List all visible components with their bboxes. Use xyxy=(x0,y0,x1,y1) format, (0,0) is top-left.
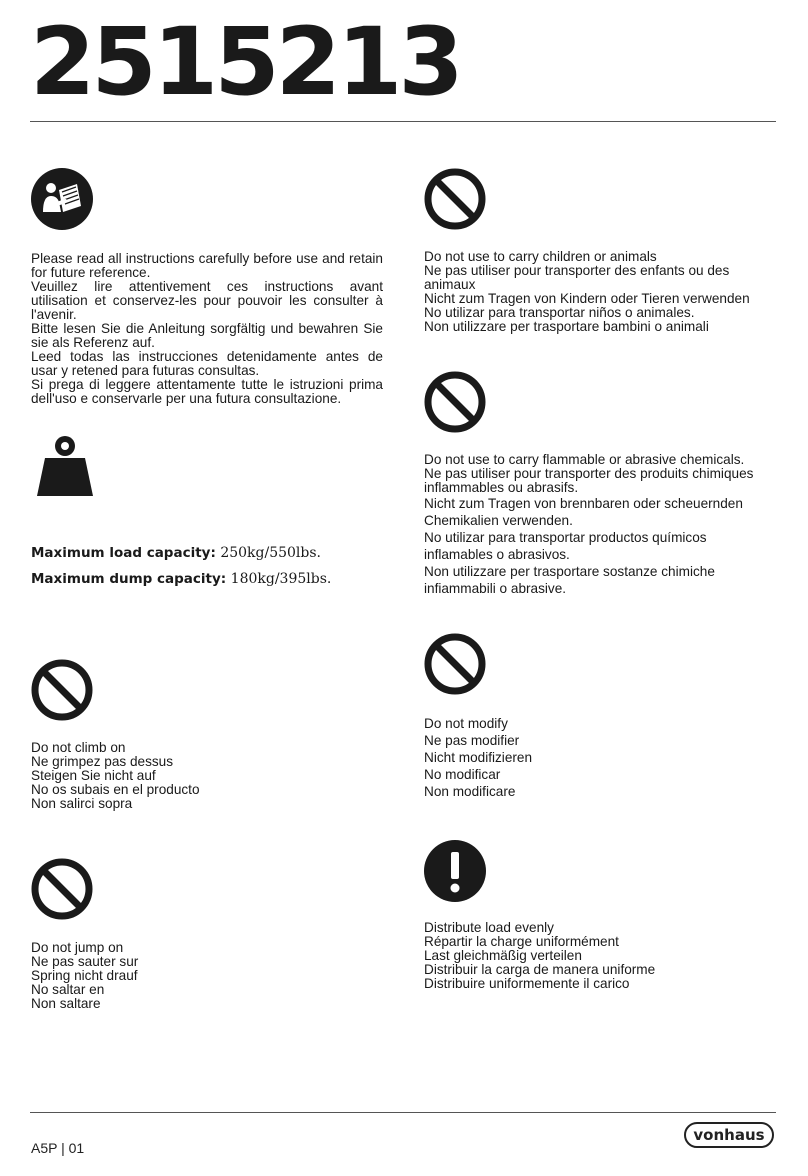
dump-capacity xyxy=(31,571,331,587)
brand-logo: vonhaus xyxy=(684,1122,774,1148)
no-jump-text: Do not jump on Ne pas sauter sur Spring nicht drauf No saltar en Non saltare xyxy=(31,940,139,1011)
load-capacity-label: Maximum load capacity: xyxy=(31,545,216,561)
prohibition-icon xyxy=(424,168,486,230)
document-title: 2515213 xyxy=(30,8,460,117)
prohibition-icon xyxy=(424,371,486,433)
read-instructions-text: Please read all instructions carefully before use and retain for future reference. Veuillez lire attentivement ces instructions avant utilisation et conservez-les pour pouvoir les consulter à l'avenir. Bitte lesen Sie die Anleitung sorgfältig und bewahren Sie sie als Referenz auf. Leed todas las instrucciones detenidamente antes de usar y retened para futuras consultas. Si prega di leggere attentamente tutte le istruzioni prima dell'uso e conservarle per una futura consultazione. xyxy=(31,251,383,406)
page-code: A5P | 01 xyxy=(31,1140,85,1156)
prohibition-icon xyxy=(31,858,93,920)
distribute-load-text: Distribute load evenly Répartir la charge uniformément Last gleichmäßig verteilen Distribuir la carga de manera uniforme Distribuire uniformemente il carico xyxy=(424,920,656,991)
capacity-info xyxy=(31,545,331,597)
read-manual-icon xyxy=(31,168,93,230)
exclamation-icon xyxy=(424,840,486,902)
no-chemicals-text: Do not use to carry flammable or abrasive chemicals. Ne pas utiliser pour transporter des produits chimiques inflammables ou abrasifs. Nicht zum Tragen von brennbaren oder scheuernden Chemikalien verwenden. No utilizar para transportar productos químicos inflamables o abrasivos. Non utilizzare per trasportare sostanze chimiche infiammabili o abrasive. xyxy=(424,452,754,596)
prohibition-icon xyxy=(31,659,93,721)
load-capacity xyxy=(31,545,331,561)
no-climb-text: Do not climb on Ne grimpez pas dessus Steigen Sie nicht auf No os subais en el producto Non salirci sopra xyxy=(31,740,200,811)
no-modify-text: Do not modify Ne pas modifier Nicht modifizieren No modificar Non modificare xyxy=(424,716,533,799)
dump-capacity-value: 180kg/395lbs. xyxy=(230,571,332,587)
load-capacity-value: 250kg/550lbs. xyxy=(220,545,322,561)
dump-capacity-label: Maximum dump capacity: xyxy=(31,571,227,587)
weight-icon xyxy=(36,434,94,496)
prohibition-icon xyxy=(424,633,486,695)
header-divider xyxy=(30,121,776,122)
footer-divider xyxy=(30,1112,776,1113)
no-children-text: Do not use to carry children or animals Ne pas utiliser pour transporter des enfants ou des animaux Nicht zum Tragen von Kindern oder Tieren verwenden No utilizar para transportar niños o animales. Non utilizzare per trasportare bambini o animali xyxy=(424,249,750,334)
